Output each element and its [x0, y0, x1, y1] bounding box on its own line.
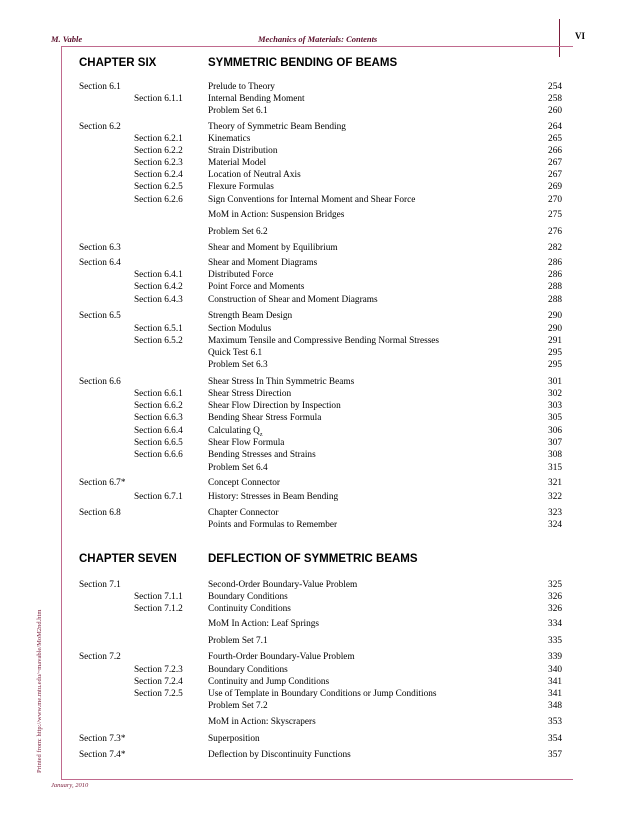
- entry-title: Deflection by Discontinuity Functions: [208, 750, 351, 760]
- page-ref: 288: [548, 295, 562, 305]
- toc-row: [0, 592, 638, 603]
- subsection-number: Section 6.7.1: [134, 492, 183, 502]
- toc-row: [0, 717, 638, 728]
- toc-row: [0, 122, 638, 133]
- page-ref: 288: [548, 282, 562, 292]
- page-ref: 276: [548, 227, 562, 237]
- entry-title: Problem Set 6.1: [208, 106, 268, 116]
- entry-title: Point Force and Moments: [208, 282, 305, 292]
- toc-row: [0, 282, 638, 293]
- chapter-title: SYMMETRIC BENDING OF BEAMS: [208, 57, 398, 69]
- toc-row: [0, 210, 638, 221]
- toc-row: [0, 492, 638, 503]
- header-book-title: Mechanics of Materials: Contents: [258, 34, 378, 44]
- subsection-number: Section 6.6.6: [134, 450, 183, 460]
- page-ref: 291: [548, 336, 562, 346]
- toc-row: [0, 677, 638, 688]
- page-ref: 301: [548, 377, 562, 387]
- entry-title: Strain Distribution: [208, 146, 278, 156]
- subsection-number: Section 6.4.2: [134, 282, 183, 292]
- toc-row: [0, 734, 638, 745]
- entry-title: Second-Order Boundary-Value Problem: [208, 580, 358, 590]
- entry-title: Distributed Force: [208, 270, 274, 280]
- entry-title: MoM in Action: Suspension Bridges: [208, 210, 345, 220]
- entry-title: Use of Template in Boundary Conditions or Jump Conditions: [208, 689, 437, 699]
- toc-row: [0, 106, 638, 117]
- section-number: Section 7.3*: [79, 734, 126, 744]
- entry-title: Shear and Moment Diagrams: [208, 258, 318, 268]
- subscript: z: [259, 432, 263, 438]
- page-ref: 295: [548, 348, 562, 358]
- page-ref: 324: [548, 520, 562, 530]
- page-ref: 326: [548, 592, 562, 602]
- chapter-label: CHAPTER SIX: [79, 57, 157, 69]
- entry-title: Quick Test 6.1: [208, 348, 263, 358]
- entry-title: Shear Flow Formula: [208, 438, 285, 448]
- subsection-number: Section 7.1.2: [134, 604, 183, 614]
- entry-title: Internal Bending Moment: [208, 94, 305, 104]
- entry-title: Problem Set 6.2: [208, 227, 268, 237]
- subsection-number: Section 6.4.1: [134, 270, 183, 280]
- toc-row: [0, 438, 638, 449]
- entry-title: Concept Connector: [208, 478, 281, 488]
- page-ref: 303: [548, 401, 562, 411]
- entry-title: Boundary Conditions: [208, 592, 288, 602]
- toc-row: [0, 665, 638, 676]
- toc-row: [0, 258, 638, 269]
- section-number: Section 6.6: [79, 377, 121, 387]
- entry-title: Continuity Conditions: [208, 604, 291, 614]
- toc-row: [0, 134, 638, 145]
- subsection-number: Section 6.2.1: [134, 134, 183, 144]
- page-ref: 269: [548, 182, 562, 192]
- page-ref: 308: [548, 450, 562, 460]
- toc-row: [0, 619, 638, 630]
- page-ref: 340: [548, 665, 562, 675]
- toc-row: [0, 82, 638, 93]
- entry-title: Continuity and Jump Conditions: [208, 677, 330, 687]
- toc-row: [0, 324, 638, 335]
- toc-row: [0, 182, 638, 193]
- page-ref: 260: [548, 106, 562, 116]
- page-ref: 305: [548, 413, 562, 423]
- page-ref: 265: [548, 134, 562, 144]
- entry-title: Shear Stress In Thin Symmetric Beams: [208, 377, 355, 387]
- page-ref: 302: [548, 389, 562, 399]
- toc-row: [0, 311, 638, 322]
- page-ref: 326: [548, 604, 562, 614]
- toc-row: [0, 508, 638, 519]
- toc-row: [0, 520, 638, 531]
- toc-row: [0, 348, 638, 359]
- toc-row: [0, 636, 638, 647]
- toc-row: [0, 158, 638, 169]
- toc-row: [0, 195, 638, 206]
- entry-title: Kinematics: [208, 134, 251, 144]
- subsection-number: Section 6.2.6: [134, 195, 183, 205]
- entry-title: Bending Shear Stress Formula: [208, 413, 322, 423]
- entry-title: Sign Conventions for Internal Moment and Shear Force: [208, 195, 416, 205]
- entry-title: Bending Stresses and Strains: [208, 450, 316, 460]
- printed-from-note: Printed from: http://www.me.mtu.edu/~mavable/MoM2nd.htm: [36, 609, 43, 773]
- toc-row: [0, 580, 638, 591]
- entry-title: Shear Flow Direction by Inspection: [208, 401, 341, 411]
- page-ref: 335: [548, 636, 562, 646]
- page-ref: 348: [548, 701, 562, 711]
- page-ref: 357: [548, 750, 562, 760]
- toc-row: [0, 413, 638, 424]
- entry-title-text: Calculating Q: [208, 426, 260, 436]
- toc-row: [0, 360, 638, 371]
- section-number: Section 6.5: [79, 311, 121, 321]
- entry-title: Shear Stress Direction: [208, 389, 292, 399]
- subsection-number: Section 6.1.1: [134, 94, 183, 104]
- subsection-number: Section 6.6.1: [134, 389, 183, 399]
- section-number: Section 6.3: [79, 243, 121, 253]
- toc-row: [0, 426, 638, 437]
- page-ref: 290: [548, 311, 562, 321]
- section-number: Section 6.2: [79, 122, 121, 132]
- subsection-number: Section 6.2.5: [134, 182, 183, 192]
- page-ref: 323: [548, 508, 562, 518]
- page-ref: 315: [548, 463, 562, 473]
- page-ref: 295: [548, 360, 562, 370]
- entry-title: Flexure Formulas: [208, 182, 274, 192]
- section-number: Section 7.4*: [79, 750, 126, 760]
- subsection-number: Section 7.2.5: [134, 689, 183, 699]
- page-ref: 266: [548, 146, 562, 156]
- toc-row: [0, 478, 638, 489]
- toc-row: [0, 94, 638, 105]
- toc-row: [0, 689, 638, 700]
- entry-title: Location of Neutral Axis: [208, 170, 301, 180]
- entry-title: Fourth-Order Boundary-Value Problem: [208, 652, 355, 662]
- page-ref: 290: [548, 324, 562, 334]
- subsection-number: Section 6.2.4: [134, 170, 183, 180]
- toc-row: [0, 243, 638, 254]
- section-number: Section 7.1: [79, 580, 121, 590]
- subsection-number: Section 7.1.1: [134, 592, 183, 602]
- page-ref: 353: [548, 717, 562, 727]
- section-number: Section 6.8: [79, 508, 121, 518]
- page-ref: 270: [548, 195, 562, 205]
- page-ref: 307: [548, 438, 562, 448]
- entry-title: Prelude to Theory: [208, 82, 275, 92]
- subsection-number: Section 6.6.4: [134, 426, 183, 436]
- entry-title: Problem Set 6.3: [208, 360, 268, 370]
- toc-row: [0, 270, 638, 281]
- page-ref: 321: [548, 478, 562, 488]
- entry-title: Chapter Connector: [208, 508, 279, 518]
- page-ref: 264: [548, 122, 562, 132]
- entry-title: History: Stresses in Beam Bending: [208, 492, 339, 502]
- page-ref: 354: [548, 734, 562, 744]
- toc-row: [0, 401, 638, 412]
- page-ref: 334: [548, 619, 562, 629]
- toc-row: [0, 227, 638, 238]
- toc-row: [0, 463, 638, 474]
- section-number: Section 6.1: [79, 82, 121, 92]
- toc-row: [0, 750, 638, 761]
- subsection-number: Section 6.4.3: [134, 295, 183, 305]
- toc-row: [0, 604, 638, 615]
- toc-row: [0, 146, 638, 157]
- entry-title: Problem Set 6.4: [208, 463, 268, 473]
- entry-title: Problem Set 7.2: [208, 701, 268, 711]
- subsection-number: Section 6.6.2: [134, 401, 183, 411]
- header-author: M. Vable: [51, 34, 83, 44]
- entry-title: Construction of Shear and Moment Diagrams: [208, 295, 378, 305]
- page-number: VI: [575, 31, 586, 41]
- subsection-number: Section 6.6.5: [134, 438, 183, 448]
- page-ref: 254: [548, 82, 562, 92]
- entry-title: MoM in Action: Skyscrapers: [208, 717, 316, 727]
- footer-date: January, 2010: [51, 782, 89, 789]
- subsection-number: Section 6.5.1: [134, 324, 183, 334]
- page-ref: 282: [548, 243, 562, 253]
- entry-title: Section Modulus: [208, 324, 272, 334]
- subsection-number: Section 6.6.3: [134, 413, 183, 423]
- section-number: Section 7.2: [79, 652, 121, 662]
- page-ref: 286: [548, 270, 562, 280]
- toc-row: [0, 701, 638, 712]
- chapter-label: CHAPTER SEVEN: [79, 553, 177, 565]
- entry-title: Material Model: [208, 158, 267, 168]
- entry-title: Maximum Tensile and Compressive Bending Normal Stresses: [208, 336, 440, 346]
- page-ref: 258: [548, 94, 562, 104]
- subsection-number: Section 7.2.4: [134, 677, 183, 687]
- page-ref: 286: [548, 258, 562, 268]
- entry-title: Points and Formulas to Remember: [208, 520, 338, 530]
- toc-row: [0, 336, 638, 347]
- toc-row: [0, 170, 638, 181]
- section-number: Section 6.4: [79, 258, 121, 268]
- entry-title: MoM In Action: Leaf Springs: [208, 619, 320, 629]
- toc-row: [0, 295, 638, 306]
- subsection-number: Section 7.2.3: [134, 665, 183, 675]
- entry-title: Superposition: [208, 734, 260, 744]
- entry-title: Problem Set 7.1: [208, 636, 268, 646]
- section-number: Section 6.7*: [79, 478, 126, 488]
- page-ref: 341: [548, 689, 562, 699]
- subsection-number: Section 6.2.2: [134, 146, 183, 156]
- toc-row: [0, 450, 638, 461]
- entry-title: Shear and Moment by Equilibrium: [208, 243, 338, 253]
- toc-row: [0, 389, 638, 400]
- toc-row: [0, 652, 638, 663]
- subsection-number: Section 6.5.2: [134, 336, 183, 346]
- chapter-title: DEFLECTION OF SYMMETRIC BEAMS: [208, 553, 418, 565]
- entry-title: Boundary Conditions: [208, 665, 288, 675]
- entry-title: Strength Beam Design: [208, 311, 293, 321]
- page-ref: 322: [548, 492, 562, 502]
- page-ref: 341: [548, 677, 562, 687]
- page-ref: 325: [548, 580, 562, 590]
- entry-title: Theory of Symmetric Beam Bending: [208, 122, 346, 132]
- toc-row: [0, 377, 638, 388]
- page-ref: 339: [548, 652, 562, 662]
- page-ref: 306: [548, 426, 562, 436]
- subsection-number: Section 6.2.3: [134, 158, 183, 168]
- page-ref: 267: [548, 158, 562, 168]
- page-ref: 275: [548, 210, 562, 220]
- page-ref: 267: [548, 170, 562, 180]
